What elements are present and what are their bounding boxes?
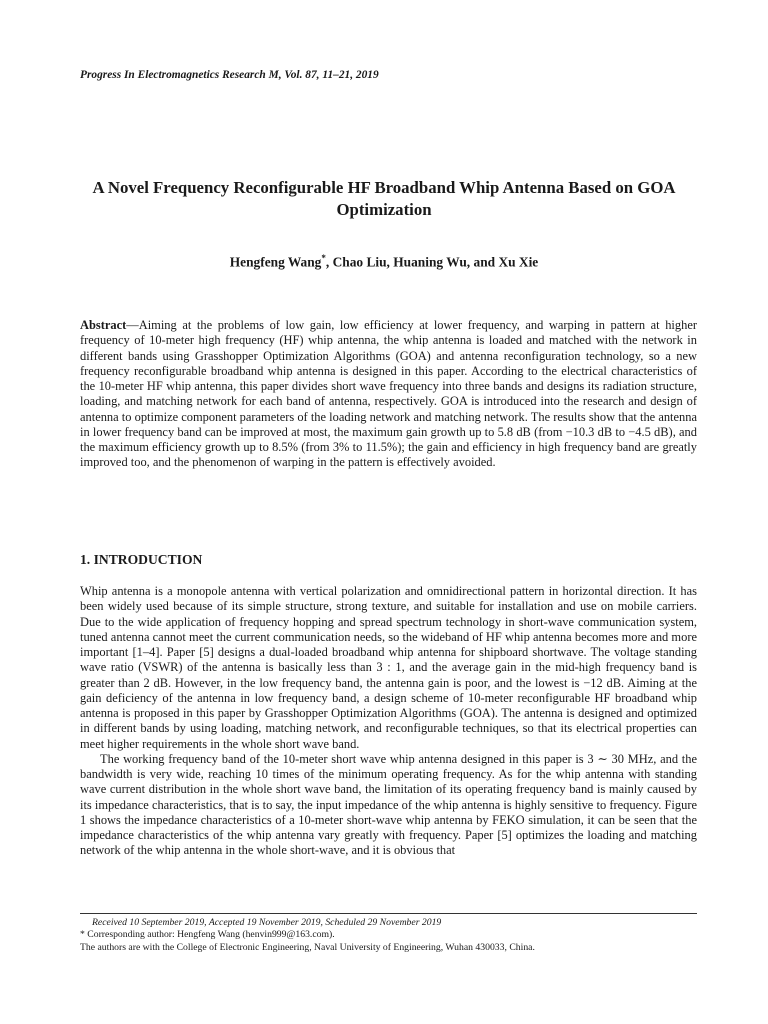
journal-citation: Progress In Electromagnetics Research M, Vol. 87, 11–21, 2019 xyxy=(80,69,379,81)
corresponding-author-note: * Corresponding author: Hengfeng Wang (henvin999@163.com). xyxy=(80,929,335,941)
corresponding-author-mark: * xyxy=(321,253,326,263)
introduction-body xyxy=(80,584,697,859)
other-authors: , Chao Liu, Huaning Wu, and Xu Xie xyxy=(325,254,539,270)
introduction-paragraph: The working frequency band of the 10-meter short wave whip antenna designed in this paper is 3 ∼ 30 MHz, and the bandwidth is very wide, reaching 10 times of the minimum operating frequency. As for the whip antenna with standing wave current distribution in the whole short wave band, the limitation of its operating frequency band is mainly caused by its impedance characteristics, that is to say, the input impedance of the whip antenna is highly sensitive to frequency. Figure 1 shows the impedance characteristics of a 10-meter short-wave whip antenna by FEKO simulation, it can be seen that the impedance characteristics of the whip antenna vary greatly with frequency. Paper [5] optimizes the loading and matching network of the whip antenna in the whole short-wave, and it is obvious that xyxy=(80,751,697,858)
footnote-divider xyxy=(80,913,697,914)
received-dates: Received 10 September 2019, Accepted 19 November 2019, Scheduled 29 November 2019 xyxy=(92,917,442,928)
paper-title: A Novel Frequency Reconfigurable HF Broadband Whip Antenna Based on GOA Optimization xyxy=(92,178,676,219)
abstract-label: Abstract xyxy=(80,318,127,332)
introduction-paragraph: Whip antenna is a monopole antenna with vertical polarization and omnidirectional pattern in horizontal direction. It has been widely used because of its simple structure, strong texture, and suitable for installation and use on mobile carriers. Due to the wide application of frequency hopping and spread spectrum technology in short-wave communication system, tuned antenna cannot meet the current communication needs, so the wideband of HF whip antenna becomes more and more important [1–4]. Paper [5] designs a dual-loaded broadband whip antenna for shipboard shortwave. The voltage standing wave ratio (VSWR) of the antenna is basically less than 3 : 1, and the average gain in the mid-high frequency band is greater than 2 dB. However, in the low frequency band, the antenna gain is poor, and the lowest is −12 dB. Aiming at the gain deficiency of the antenna in low frequency band, a design scheme of 10-meter reconfigurable HF broadband whip antenna is proposed in this paper by Grasshopper Optimization Algorithms (GOA). The antenna is designed and optimized in different bands by using loading, matching network, and reconfigurable techniques, so that its electrical properties can meet higher requirements in the whole short wave band. xyxy=(80,584,697,751)
affiliation-note: The authors are with the College of Electronic Engineering, Naval University of Engineering, Wuhan 430033, China. xyxy=(80,941,535,953)
first-author: Hengfeng Wang xyxy=(229,254,322,270)
abstract-text: —Aiming at the problems of low gain, low efficiency at lower frequency, and warping in pattern at higher frequency of 10-meter high frequency (HF) whip antenna, the whip antenna is loaded and matched with the network in different bands using Grasshopper Optimization Algorithms (GOA) and antenna reconfiguration technology, so a new frequency reconfigurable broadband whip antenna is designed in this paper. According to the electrical characteristics of the 10-meter HF whip antenna, this paper divides short wave frequency into three bands and designs its radiation structure, loading, and matching network for each band of antenna, respectively. GOA is introduced into the research and design of antenna to optimize component parameters of the loading network and matching network. The results show that the antenna in lower frequency band can be improved at most, the maximum gain growth up to 5.8 dB (from −10.3 dB to −4.5 dB), and the maximum efficiency growth up to 8.5% (from 3% to 11.5%); the gain and efficiency in high frequency band are greatly improved too, and the phenomenon of warping in the pattern is effectively avoided. xyxy=(80,318,697,470)
footnotes xyxy=(80,917,700,954)
section-heading-introduction: 1. INTRODUCTION xyxy=(80,552,203,567)
abstract xyxy=(80,318,697,471)
author-list xyxy=(60,253,708,270)
